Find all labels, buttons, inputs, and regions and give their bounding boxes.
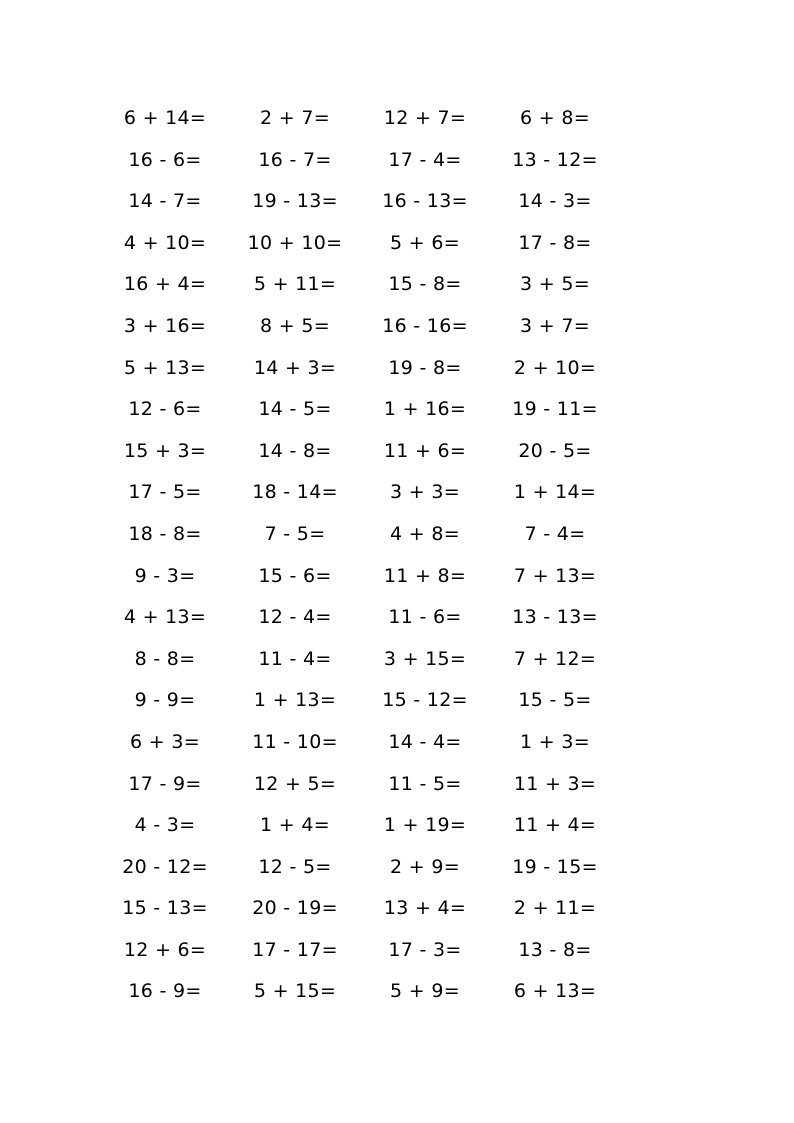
problem-row	[110, 805, 610, 847]
math-problem: 12 + 6=	[123, 938, 207, 961]
problem-row	[110, 597, 610, 639]
math-problem: 6 + 14=	[123, 107, 207, 129]
math-problem: 15 - 5=	[518, 689, 592, 712]
math-problem: 16 + 4=	[123, 273, 207, 296]
math-problem: 15 + 3=	[123, 439, 207, 462]
problem-row	[110, 223, 610, 265]
math-problem: 3 + 7=	[520, 314, 590, 337]
problem-row	[110, 680, 610, 722]
problem-row	[110, 722, 610, 764]
math-problem: 11 - 6=	[388, 606, 462, 629]
math-problem: 11 + 8=	[383, 564, 467, 587]
problem-row	[110, 514, 610, 556]
math-problem: 7 - 5=	[264, 522, 326, 545]
math-problem: 19 - 13=	[252, 190, 338, 213]
math-problem: 15 - 12=	[382, 689, 468, 712]
math-problem: 15 - 8=	[388, 273, 462, 296]
math-problem: 8 + 5=	[260, 314, 330, 337]
math-problem: 12 + 5=	[253, 772, 337, 795]
math-problem: 5 + 9=	[390, 980, 460, 1003]
math-problem: 3 + 15=	[383, 647, 467, 670]
math-problem: 16 - 6=	[128, 148, 202, 171]
math-problem: 1 + 16=	[383, 398, 467, 421]
math-problem: 17 - 9=	[128, 772, 202, 795]
math-problem: 11 - 4=	[258, 647, 332, 670]
math-problem: 2 + 10=	[513, 356, 597, 379]
math-problem: 18 - 8=	[128, 522, 202, 545]
math-problem: 1 + 4=	[260, 814, 330, 837]
problem-row	[110, 389, 610, 431]
math-problem: 3 + 3=	[390, 481, 460, 504]
math-problem: 1 + 3=	[520, 730, 590, 753]
problem-row	[110, 930, 610, 972]
math-problem: 6 + 13=	[513, 980, 597, 1003]
math-problem: 7 + 12=	[513, 647, 597, 670]
math-problem: 17 - 8=	[518, 231, 592, 254]
math-problem: 12 - 5=	[258, 855, 332, 878]
math-problem: 4 - 3=	[134, 814, 196, 837]
problem-row	[110, 348, 610, 390]
problem-row	[110, 764, 610, 806]
problem-row	[110, 556, 610, 598]
math-problem: 15 - 6=	[258, 564, 332, 587]
math-problem: 18 - 14=	[252, 481, 338, 504]
math-problem: 14 - 8=	[258, 439, 332, 462]
math-problem: 16 - 16=	[382, 314, 468, 337]
math-problem: 13 - 8=	[518, 938, 592, 961]
problem-row	[110, 639, 610, 681]
math-problem: 17 - 5=	[128, 481, 202, 504]
math-problem: 13 - 12=	[512, 148, 598, 171]
math-problem: 20 - 19=	[252, 897, 338, 920]
math-problem: 4 + 8=	[390, 522, 460, 545]
problem-row	[110, 306, 610, 348]
math-problem: 1 + 19=	[383, 814, 467, 837]
math-problem: 5 + 13=	[123, 356, 207, 379]
problem-row	[110, 98, 610, 140]
math-problem: 10 + 10=	[247, 231, 343, 254]
math-problem: 5 + 11=	[253, 273, 337, 296]
math-problem: 12 + 7=	[383, 107, 467, 129]
math-problem: 9 - 9=	[134, 689, 196, 712]
math-problem: 6 + 8=	[520, 107, 590, 129]
math-problem: 3 + 16=	[123, 314, 207, 337]
problem-row	[110, 971, 610, 1013]
math-problem: 15 - 13=	[122, 897, 208, 920]
math-problem: 9 - 3=	[134, 564, 196, 587]
math-problem: 14 - 7=	[128, 190, 202, 213]
math-problem: 1 + 14=	[513, 481, 597, 504]
arithmetic-problem-grid	[110, 98, 610, 1013]
problem-row	[110, 140, 610, 182]
math-problem: 19 - 15=	[512, 855, 598, 878]
math-problem: 11 + 3=	[513, 772, 597, 795]
math-problem: 17 - 4=	[388, 148, 462, 171]
math-problem: 13 - 13=	[512, 606, 598, 629]
math-problem: 13 + 4=	[383, 897, 467, 920]
math-problem: 17 - 3=	[388, 938, 462, 961]
math-problem: 19 - 11=	[512, 398, 598, 421]
problem-row	[110, 888, 610, 930]
problem-row	[110, 264, 610, 306]
math-problem: 8 - 8=	[134, 647, 196, 670]
problem-row	[110, 181, 610, 223]
math-problem: 14 + 3=	[253, 356, 337, 379]
problem-row	[110, 847, 610, 889]
math-problem: 16 - 13=	[382, 190, 468, 213]
math-problem: 20 - 5=	[518, 439, 592, 462]
problem-row	[110, 431, 610, 473]
math-problem: 11 - 5=	[388, 772, 462, 795]
problem-row	[110, 472, 610, 514]
math-problem: 7 - 4=	[524, 522, 586, 545]
math-problem: 2 + 11=	[513, 897, 597, 920]
math-problem: 7 + 13=	[513, 564, 597, 587]
math-problem: 4 + 13=	[123, 606, 207, 629]
math-problem: 1 + 13=	[253, 689, 337, 712]
math-problem: 2 + 9=	[390, 855, 460, 878]
math-problem: 3 + 5=	[520, 273, 590, 296]
math-problem: 16 - 7=	[258, 148, 332, 171]
math-problem: 11 + 6=	[383, 439, 467, 462]
math-problem: 12 - 6=	[128, 398, 202, 421]
math-problem: 17 - 17=	[252, 938, 338, 961]
math-problem: 5 + 6=	[390, 231, 460, 254]
math-problem: 14 - 4=	[388, 730, 462, 753]
math-problem: 11 + 4=	[513, 814, 597, 837]
math-problem: 11 - 10=	[252, 730, 338, 753]
math-problem: 5 + 15=	[253, 980, 337, 1003]
math-problem: 4 + 10=	[123, 231, 207, 254]
math-problem: 12 - 4=	[258, 606, 332, 629]
math-problem: 19 - 8=	[388, 356, 462, 379]
math-problem: 14 - 5=	[258, 398, 332, 421]
math-problem: 6 + 3=	[130, 730, 200, 753]
math-problem: 16 - 9=	[128, 980, 202, 1003]
math-problem: 2 + 7=	[260, 107, 330, 129]
math-problem: 20 - 12=	[122, 855, 208, 878]
math-problem: 14 - 3=	[518, 190, 592, 213]
